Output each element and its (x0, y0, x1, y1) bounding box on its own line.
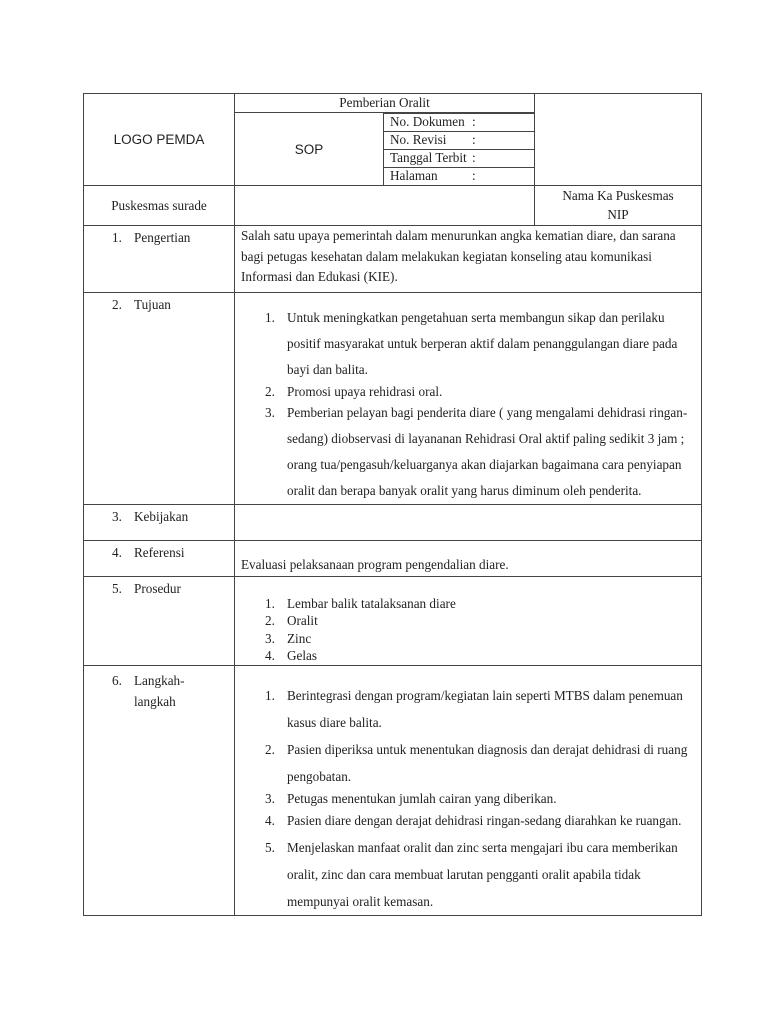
sop-table (83, 93, 702, 916)
meta-halaman (384, 168, 535, 186)
meta-sep: : (472, 132, 476, 147)
list-item: 2. Pasien diperiksa untuk menentukan diagnosis dan derajat dehidrasi di ruang pengobatan. (265, 741, 688, 784)
list-item-text: Petugas menentukan jumlah cairan yang diberikan. (287, 790, 557, 806)
list-item-text: Berintegrasi dengan program/kegiatan lain seperti MTBS dalam penemuan kasus diare balita. (287, 687, 683, 730)
prosedur-list (241, 595, 695, 665)
section-label-kebijakan (84, 504, 235, 540)
langkah-list (241, 682, 695, 915)
section-label-tujuan (84, 292, 235, 504)
list-item: 2. Oralit (265, 613, 318, 628)
list-item-text: Gelas (287, 648, 318, 663)
list-item-text: Lembar balik tatalaksanan diare (287, 595, 456, 611)
section-content-langkah (235, 665, 702, 915)
section-content-pengertian: Salah satu upaya pemerintah dalam menurunkan angka kematian diare, dan sarana bagi petugas kesehatan dalam melakukan kegiatan konseling atau komunikasi Informasi dan Edukasi (KIE). (235, 226, 702, 293)
list-item: 1. Lembar balik tatalaksanan diare (265, 595, 456, 611)
section-label: Referensi (134, 544, 185, 560)
section-number: 5. (112, 580, 122, 596)
list-item: 3. Zinc (265, 630, 312, 646)
list-item-text: Untuk meningkatkan pengetahuan serta membangun sikap dan perilaku positif masyarakat untuk berperan aktif dalam penanggulangan diare pada bayi dan balita. (287, 309, 678, 377)
list-item-text: Pemberian pelayan bagi penderita diare ( yang mengalami dehidrasi ringan-sedang) diobservasi di layananan Rehidrasi Oral aktif paling sedikit 3 jam ; orang tua/pengasuh/keluarganya akan diajarkan bagaimana cara penyiapan oralit dan berapa banyak oralit yang harus diminum oleh penderita. (287, 404, 688, 498)
kepala-name-label: Nama Ka Puskesmas (562, 188, 674, 203)
list-item-text: Pasien diperiksa untuk menentukan diagnosis dan derajat dehidrasi di ruang pengobatan. (287, 741, 688, 784)
list-item: 4. Gelas (265, 648, 318, 663)
list-item-text: Promosi upaya rehidrasi oral. (287, 383, 443, 399)
list-item: 3. Pemberian pelayan bagi penderita diare ( yang mengalami dehidrasi ringan-sedang) diobservasi di layananan Rehidrasi Oral aktif paling sedikit 3 jam ; orang tua/pengasuh/keluarganya akan diajarkan bagaimana cara penyiapan oralit dan berapa banyak oralit yang harus diminum oleh penderita. (265, 404, 688, 498)
section-label: Pengertian (134, 230, 191, 245)
puskesmas-blank-cell (235, 186, 535, 226)
meta-sep: : (472, 150, 476, 165)
list-item: 5. Menjelaskan manfaat oralit dan zinc serta mengajari ibu cara memberikan oralit, zinc dan cara membuat larutan pengganti oralit apabila tidak mempunyai oralit kemasan. (265, 839, 678, 909)
section-label-referensi (84, 540, 235, 576)
meta-no-dokumen (384, 114, 535, 132)
document-title: Pemberian Oralit (235, 94, 535, 113)
section-number: 1. (112, 230, 122, 245)
section-content-referensi: Evaluasi pelaksanaan program pengendalian diare. (235, 540, 702, 576)
section-number: 2. (112, 296, 122, 312)
section-content-tujuan (235, 292, 702, 504)
section-label: Prosedur (134, 580, 181, 596)
list-item-text: Oralit (287, 613, 318, 628)
sop-label: SOP (235, 113, 384, 186)
list-item: 1. Untuk meningkatkan pengetahuan serta membangun sikap dan perilaku positif masyarakat untuk berperan aktif dalam penanggulangan diare pada bayi dan balita. (265, 309, 678, 377)
list-item: 2. Promosi upaya rehidrasi oral. (265, 383, 443, 399)
section-label-pengertian (84, 226, 235, 293)
logo-placeholder: LOGO PEMDA (84, 94, 235, 186)
puskesmas-name: Puskesmas surade (84, 186, 235, 226)
meta-sep: : (472, 168, 476, 183)
section-label-prosedur (84, 576, 235, 665)
meta-sep: : (472, 114, 476, 129)
section-number: 3. (112, 508, 122, 524)
tujuan-list (241, 305, 695, 504)
section-number: 6. (112, 672, 122, 688)
meta-tanggal-terbit (384, 150, 535, 168)
section-label: Tujuan (134, 296, 171, 312)
meta-label: No. Revisi (390, 132, 447, 147)
meta-label: Tanggal Terbit (390, 150, 467, 165)
sop-document (83, 93, 701, 916)
nip-label: NIP (607, 207, 629, 222)
header-blank-cell (535, 94, 702, 186)
section-label: Kebijakan (134, 508, 189, 524)
list-item-text: Pasien diare dengan derajat dehidrasi ringan-sedang diarahkan ke ruangan. (287, 812, 682, 828)
meta-label: No. Dokumen (390, 114, 465, 129)
meta-no-revisi (384, 132, 535, 150)
section-content-kebijakan (235, 504, 702, 540)
kepala-puskesmas-cell (535, 186, 702, 226)
section-label-langkah (84, 665, 235, 915)
section-label-cont: langkah (134, 693, 176, 709)
section-content-prosedur (235, 576, 702, 665)
list-item: 1. Berintegrasi dengan program/kegiatan lain seperti MTBS dalam penemuan kasus diare balita. (265, 687, 683, 730)
section-label: Langkah- (134, 672, 185, 688)
list-item: 3. Petugas menentukan jumlah cairan yang diberikan. (265, 790, 557, 806)
meta-label: Halaman (390, 168, 438, 183)
list-item-text: Menjelaskan manfaat oralit dan zinc serta mengajari ibu cara memberikan oralit, zinc dan cara membuat larutan pengganti oralit apabila tidak mempunyai oralit kemasan. (287, 839, 678, 909)
list-item-text: Zinc (287, 630, 312, 646)
section-number: 4. (112, 544, 122, 560)
list-item: 4. Pasien diare dengan derajat dehidrasi ringan-sedang diarahkan ke ruangan. (265, 812, 682, 828)
